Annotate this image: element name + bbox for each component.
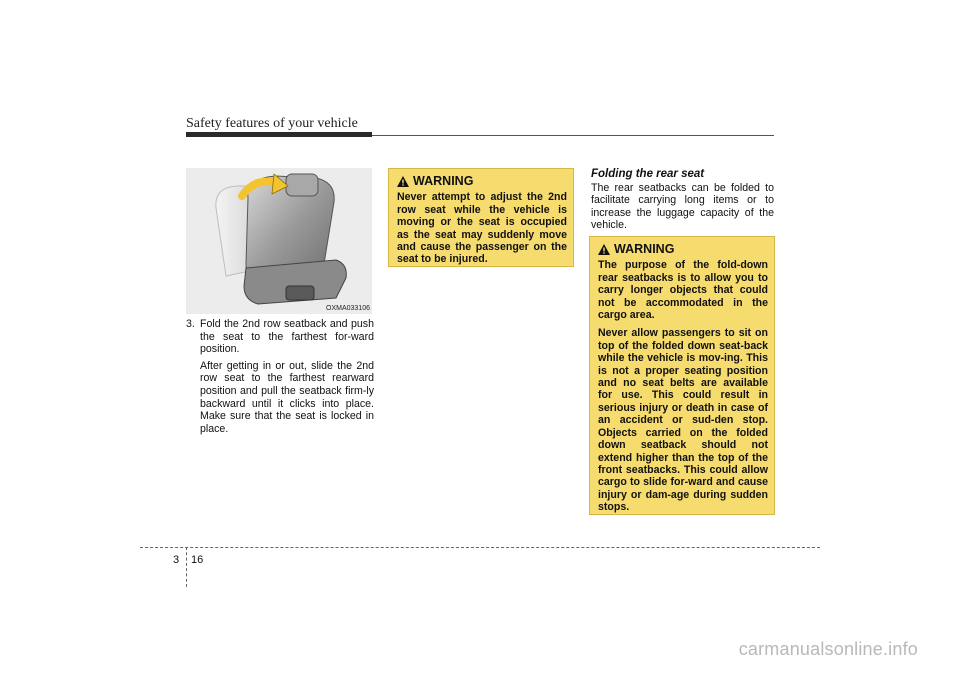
warning-paragraph-2: Never allow passengers to sit on top of the folded down seat-back while the vehicle is mov-ing. This is not a proper seating position and no seat belts are available for use. This could result in serious injury or death in case of an accident or sud-den stop. Objects carried on the folded down seatback should not extend higher than the top of the front seatbacks. This could allow cargo to slide for-ward and cause injury or dam-age during sudden stops. [598, 327, 768, 514]
figure-code: OXMA033106 [326, 305, 370, 312]
footer-rule [140, 547, 820, 548]
footer-vertical-rule [186, 547, 187, 587]
warning-heading [598, 243, 768, 255]
section-title-folding: Folding the rear seat [591, 168, 705, 180]
seat-illustration [186, 168, 372, 314]
warning-text: Never attempt to adjust the 2nd row seat while the vehicle is moving or the seat is occupied as the seat may suddenly move and cause the passenger on the seat to be injured. [397, 191, 567, 266]
header-rule-thick [186, 132, 372, 137]
page-header-title: Safety features of your vehicle [186, 116, 358, 131]
warning-paragraph-1: The purpose of the fold-down rear seatbacks is to allow you to carry longer objects that could not be accommodated in the cargo area. [598, 259, 768, 322]
warning-box-fold-down [589, 236, 775, 515]
warning-heading [397, 175, 567, 187]
warning-triangle-icon [397, 176, 409, 187]
step-text: Fold the 2nd row seatback and push the seat to the farthest for-ward position. [200, 318, 374, 356]
page-number: 16 [191, 554, 204, 566]
step-detail: After getting in or out, slide the 2nd row seat to the farthest rearward position and pull the seatback firm-ly backward until it clicks into place. Make sure that the seat is locked in place. [200, 359, 374, 435]
warning-triangle-icon [598, 244, 610, 255]
step-3-block [186, 318, 374, 435]
step-3 [186, 318, 374, 356]
header-rule-thin [372, 135, 774, 136]
warning-box-adjust-seat [388, 168, 574, 267]
watermark: carmanualsonline.info [738, 639, 918, 659]
section-text-folding: The rear seatbacks can be folded to facilitate carrying long items or to increase the luggage capacity of the vehicle. [591, 182, 774, 232]
seat-drawing [186, 168, 372, 314]
warning-label: WARNING [413, 174, 474, 188]
step-number: 3. [186, 318, 195, 330]
chapter-number: 3 [173, 554, 180, 566]
warning-label: WARNING [614, 242, 675, 256]
